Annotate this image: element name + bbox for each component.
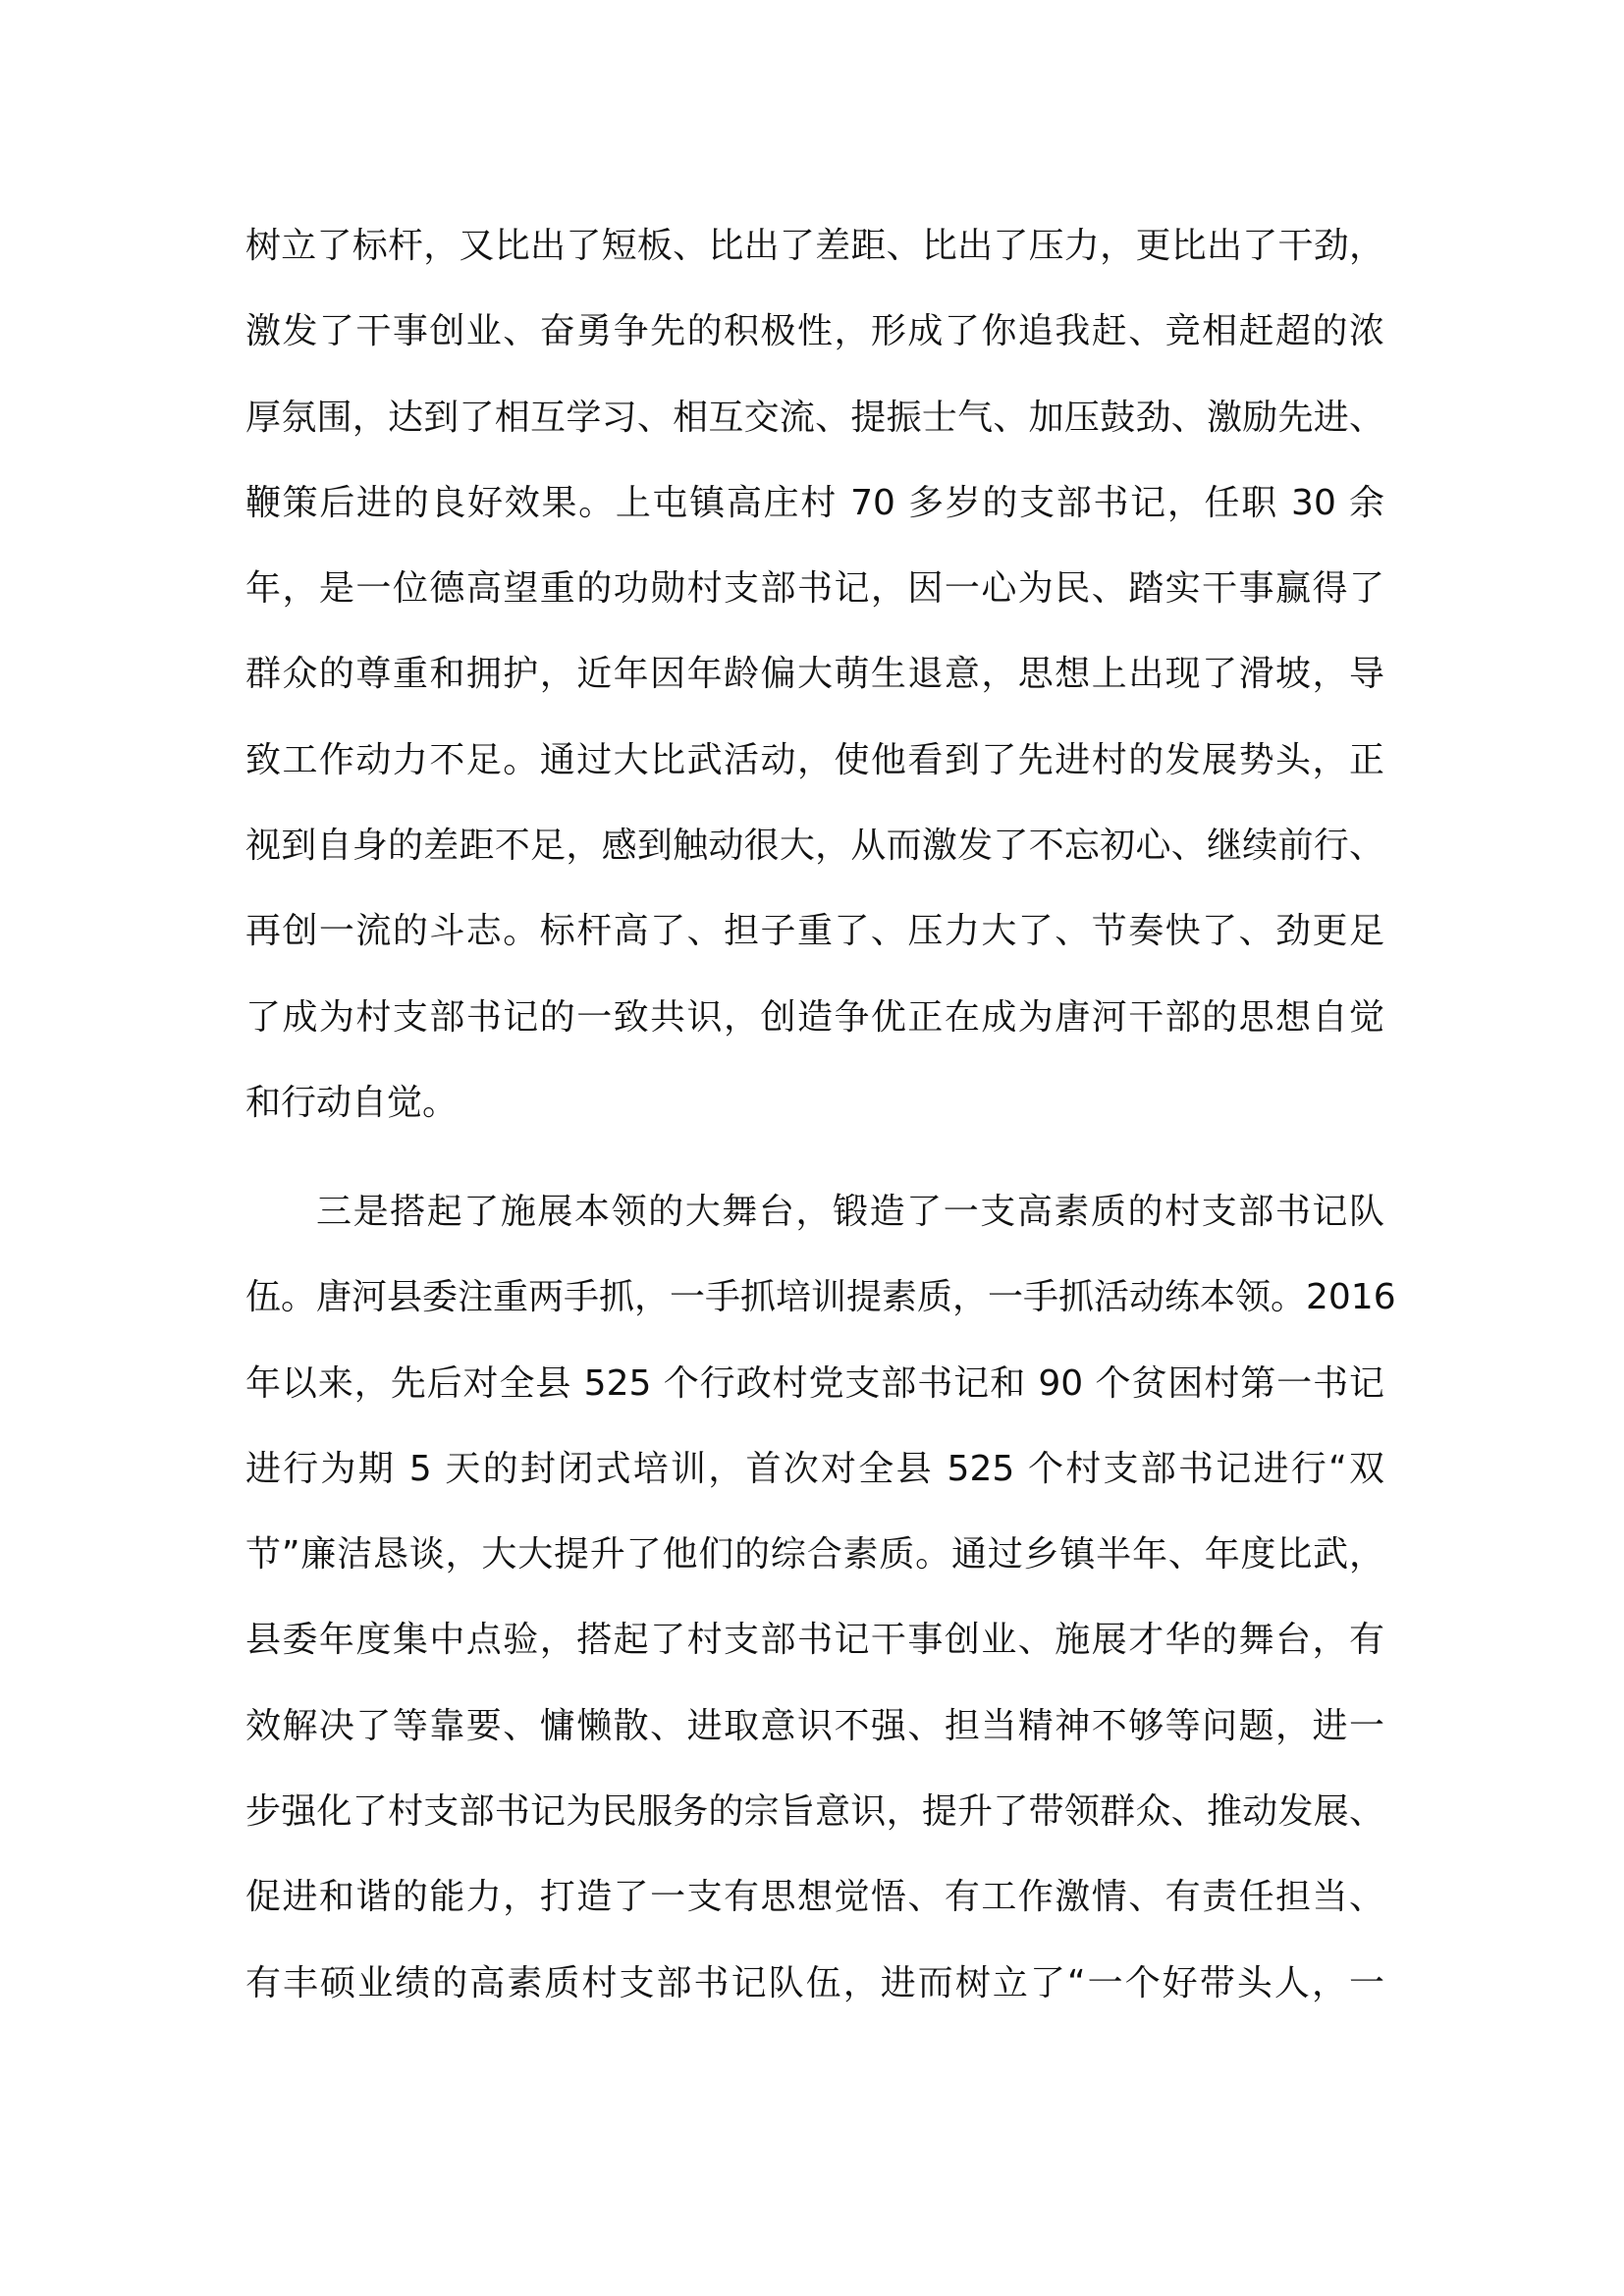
text-line: 伍。唐河县委注重两手抓，一手抓培训提素质，一手抓活动练本领。2016 (245, 1277, 1396, 1318)
text-line: 群众的尊重和拥护，近年因年龄偏大萌生退意，思想上出现了滑坡，导 (245, 654, 1384, 695)
text-line: 视到自身的差距不足，感到触动很大，从而激发了不忘初心、继续前行、 (245, 826, 1384, 867)
text-line: 鞭策后进的良好效果。上屯镇高庄村 70 多岁的支部书记，任职 30 余 (245, 482, 1384, 523)
text-line: 和行动自觉。 (245, 1082, 459, 1123)
text-line: 年以来，先后对全县 525 个行政村党支部书记和 90 个贫困村第一书记 (245, 1362, 1384, 1404)
paragraph-1 (245, 203, 1384, 1146)
text-line: 激发了干事创业、奋勇争先的积极性，形成了你追我赶、竞相赶超的浓 (245, 311, 1384, 352)
text-line: 再创一流的斗志。标杆高了、担子重了、压力大了、节奏快了、劲更足 (245, 911, 1384, 952)
text-line: 节”廉洁恳谈，大大提升了他们的综合素质。通过乡镇半年、年度比武， (245, 1534, 1384, 1575)
text-line: 有丰硕业绩的高素质村支部书记队伍，进而树立了“一个好带头人，一 (245, 1962, 1384, 2003)
paragraph-2 (245, 1169, 1396, 2026)
text-line: 年，是一位德高望重的功勋村支部书记，因一心为民、踏实干事赢得了 (245, 568, 1384, 610)
text-line: 步强化了村支部书记为民服务的宗旨意识，提升了带领群众、推动发展、 (245, 1791, 1384, 1833)
text-line: 了成为村支部书记的一致共识，创造争优正在成为唐河干部的思想自觉 (245, 996, 1384, 1038)
text-line: 致工作动力不足。通过大比武活动，使他看到了先进村的发展势头，正 (245, 739, 1384, 780)
text-line: 厚氛围，达到了相互学习、相互交流、提振士气、加压鼓劲、激励先进、 (245, 397, 1384, 438)
text-line: 三是搭起了施展本领的大舞台，锻造了一支高素质的村支部书记队 (316, 1192, 1384, 1232)
text-line: 县委年度集中点验，搭起了村支部书记干事创业、施展才华的舞台，有 (245, 1620, 1384, 1661)
text-line: 促进和谐的能力，打造了一支有思想觉悟、有工作激情、有责任担当、 (245, 1877, 1384, 1918)
text-line: 树立了标杆，又比出了短板、比出了差距、比出了压力，更比出了干劲， (245, 226, 1384, 266)
text-line: 进行为期 5 天的封闭式培训，首次对全县 525 个村支部书记进行“双 (245, 1448, 1384, 1489)
text-line: 效解决了等靠要、慵懒散、进取意识不强、担当精神不够等问题，进一 (245, 1705, 1384, 1746)
